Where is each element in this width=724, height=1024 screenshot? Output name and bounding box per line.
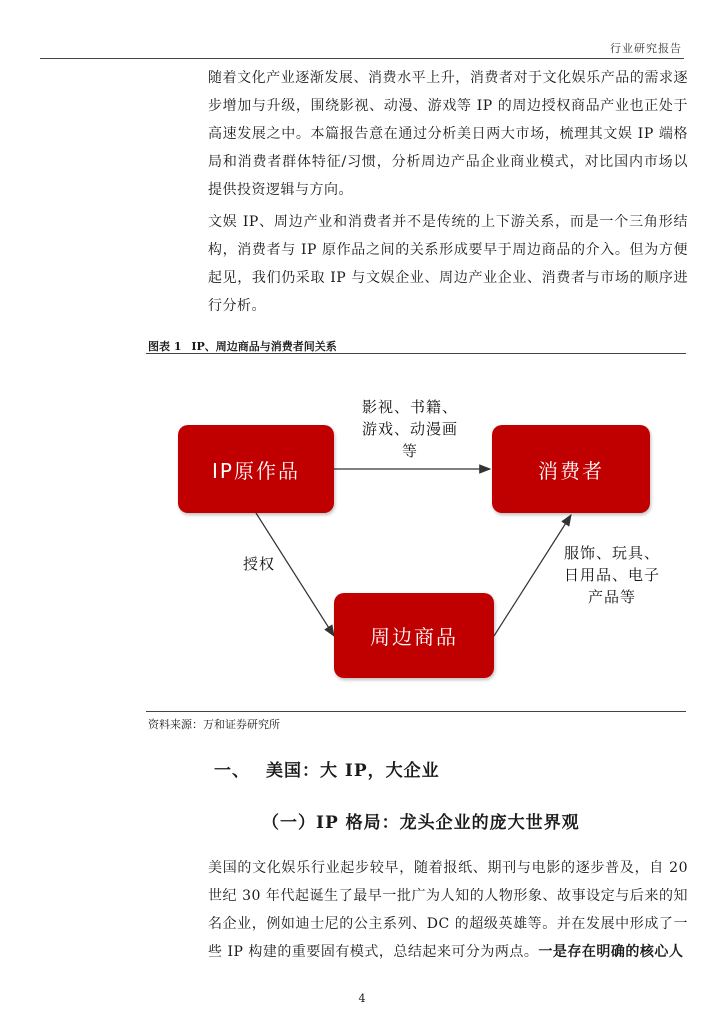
consumer-box: 消费者 (492, 425, 650, 513)
bold-emphasis: 一是存在明确的核心人 (538, 944, 684, 960)
section-heading (214, 756, 456, 781)
section-number: 一、 (214, 761, 250, 781)
figure-source: 资料来源：万和证券研究所 (148, 718, 280, 731)
ip-original-box: IP原作品 (178, 425, 334, 513)
subsection-heading: （一）IP 格局：龙头企业的庞大世界观 (262, 813, 580, 833)
section-title: 美国：大 IP，大企业 (266, 761, 440, 781)
intro-paragraph: 随着文化产业逐渐发展、消费水平上升，消费者对于文化娱乐产品的需求逐步增加与升级，围绕影视、动漫、游戏等 IP 的周边授权商品产业也正处于高速发展之中。本篇报告意在通过分析美日两大市场，梳理其文娱 IP 端格局和消费者群体特征/习惯，分析周边产品企业商业模式，对比国内市场以提供投资逻辑与方向。 (208, 70, 688, 198)
figure-bottom-rule (146, 711, 686, 712)
header-divider (40, 58, 684, 59)
page-number: 4 (358, 992, 366, 1005)
header-label: 行业研究报告 (610, 42, 682, 55)
merchandise-box: 周边商品 (334, 593, 494, 678)
relationship-diagram (146, 360, 686, 705)
license-label: 授权 (242, 555, 275, 573)
figure-title: IP、周边商品与消费者间关系 (191, 340, 337, 353)
figure-caption (148, 338, 343, 354)
structure-paragraph: 文娱 IP、周边产业和消费者并不是传统的上下游关系，而是一个三角形结构，消费者与 IP 原作品之间的关系形成要早于周边商品的介入。但为方便起见，我们仍采取 IP 与文娱企业、周边产业企业、消费者与市场的顺序进行分析。 (208, 214, 688, 314)
products-label: 服饰、玩具、 日用品、电子 产品等 (563, 544, 660, 606)
figure-top-rule (146, 353, 686, 354)
us-market-paragraph: 美国的文化娱乐行业起步较早，随着报纸、期刊与电影的逐步普及，自 20 世纪 30 年代起诞生了最早一批广为人知的人物形象、故事设定与后来的知名企业，例如迪士尼的公主系列、DC 的超级英雄等。并在发展中形成了一些 IP 构建的重要固有模式，总结起来可分为两点。一是存在明确的核心人 (208, 860, 688, 960)
media-label: 影视、书籍、 游戏、动漫画 等 (361, 398, 458, 460)
figure-number: 图表 1 (148, 340, 182, 353)
